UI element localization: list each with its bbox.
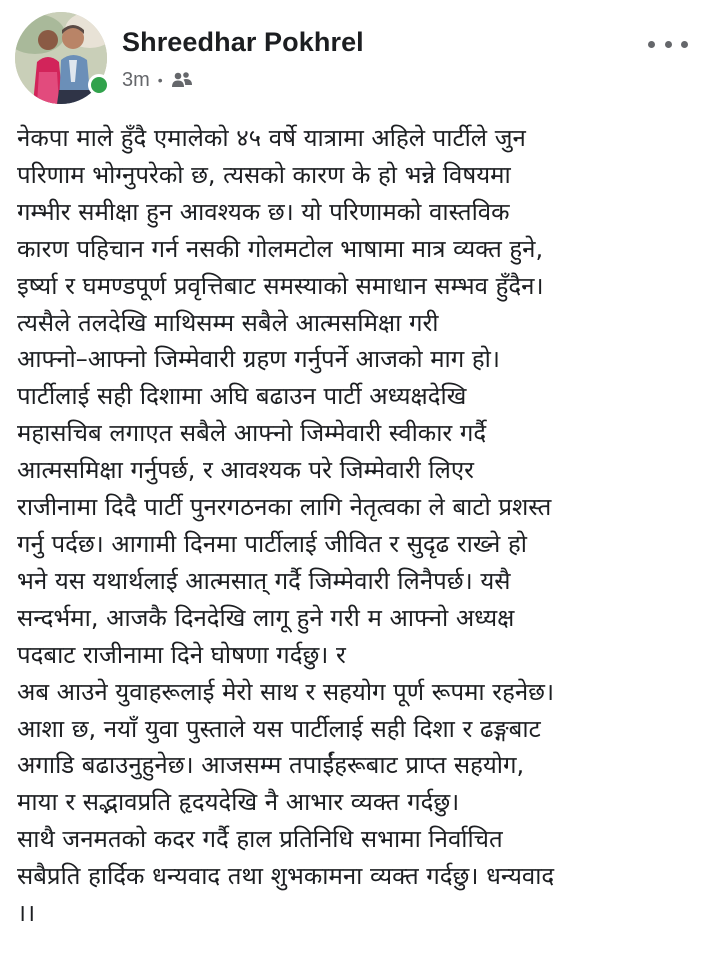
post-text [17,120,697,932]
post-line: आत्मसमिक्षा गर्नुपर्छ, र आवश्यक परे जिम्मेवारी लिएर [17,456,474,485]
post-line: महासचिब लगाएत सबैले आफ्नो जिम्मेवारी स्वीकार गर्दै [17,419,487,448]
ellipsis-icon [648,41,655,48]
post-line: साथै जनमतको कदर गर्दै हाल प्रतिनिधि सभामा निर्वाचित [17,825,503,854]
post-line: भने यस यथार्थलाई आत्मसात् गर्दै जिम्मेवारी लिनैपर्छ। यसै [17,566,511,595]
post-line: पदबाट राजीनामा दिने घोषणा गर्दछु। र [17,640,346,669]
post-line: त्यसैले तलदेखि माथिसम्म सबैले आत्मसमिक्षा गरी [17,308,439,337]
post-timestamp[interactable]: 3m [122,68,150,91]
ellipsis-icon [665,41,672,48]
post-line: पार्टीलाई सही दिशामा अघि बढाउन पार्टी अध्यक्षदेखि [17,382,467,411]
post-line: गम्भीर समीक्षा हुन आवश्यक छ। यो परिणामको वास्तविक [17,197,510,226]
post-line: नेकपा माले हुँदै एमालेको ४५ वर्षे यात्रामा अहिले पार्टीले जुन [17,124,526,152]
post-line: कारण पहिचान गर्न नसकी गोलमटोल भाषामा मात्र व्यक्त हुने, [17,234,544,263]
post-line: माया र सद्भावप्रति हृदयदेखि नै आभार व्यक्त गर्दछु। [17,788,460,817]
more-options-button[interactable] [648,34,688,54]
post-line: आशा छ, नयाँ युवा पुस्ताले यस पार्टीलाई सही दिशा र ढङ्गबाट [17,714,541,743]
post-line: इर्ष्या र घमण्डपूर्ण प्रवृत्तिबाट समस्याको समाधान सम्भव हुँदैन। [17,271,544,300]
author-name[interactable]: Shreedhar Pokhrel [122,27,364,57]
post-line: राजीनामा दिदै पार्टी पुनरगठनका लागि नेतृत्वका ले बाटो प्रशस्त [17,493,552,522]
post-meta [122,66,193,94]
ellipsis-icon [681,41,688,48]
post-line: आफ्नो–आफ्नो जिम्मेवारी ग्रहण गर्नुपर्ने आजको माग हो। [17,345,500,374]
post-line: ।। [17,899,36,928]
post-header [0,0,705,110]
post-line: सन्दर्भमा, आजकै दिनदेखि लागू हुने गरी म आफ्नो अध्यक्ष [17,603,515,632]
post-line: अब आउने युवाहरूलाई मेरो साथ र सहयोग पूर्ण रूपमा रहनेछ। [17,677,555,706]
friends-icon[interactable] [171,71,193,89]
meta-separator: • [157,72,163,88]
post-line: अगाडि बढाउनुहुनेछ। आजसम्म तपाईंहरूबाट प्राप्त सहयोग, [17,751,525,780]
post-line: गर्नु पर्दछ। आगामी दिनमा पार्टीलाई जीवित र सुदृढ राख्ने हो [17,529,527,558]
online-status-indicator [88,74,110,96]
post-line: सबैप्रति हार्दिक धन्यवाद तथा शुभकामना व्यक्त गर्दछु। धन्यवाद [17,862,555,891]
post-line: परिणाम भोग्नुपरेको छ, त्यसको कारण के हो भन्ने विषयमा [17,160,511,189]
